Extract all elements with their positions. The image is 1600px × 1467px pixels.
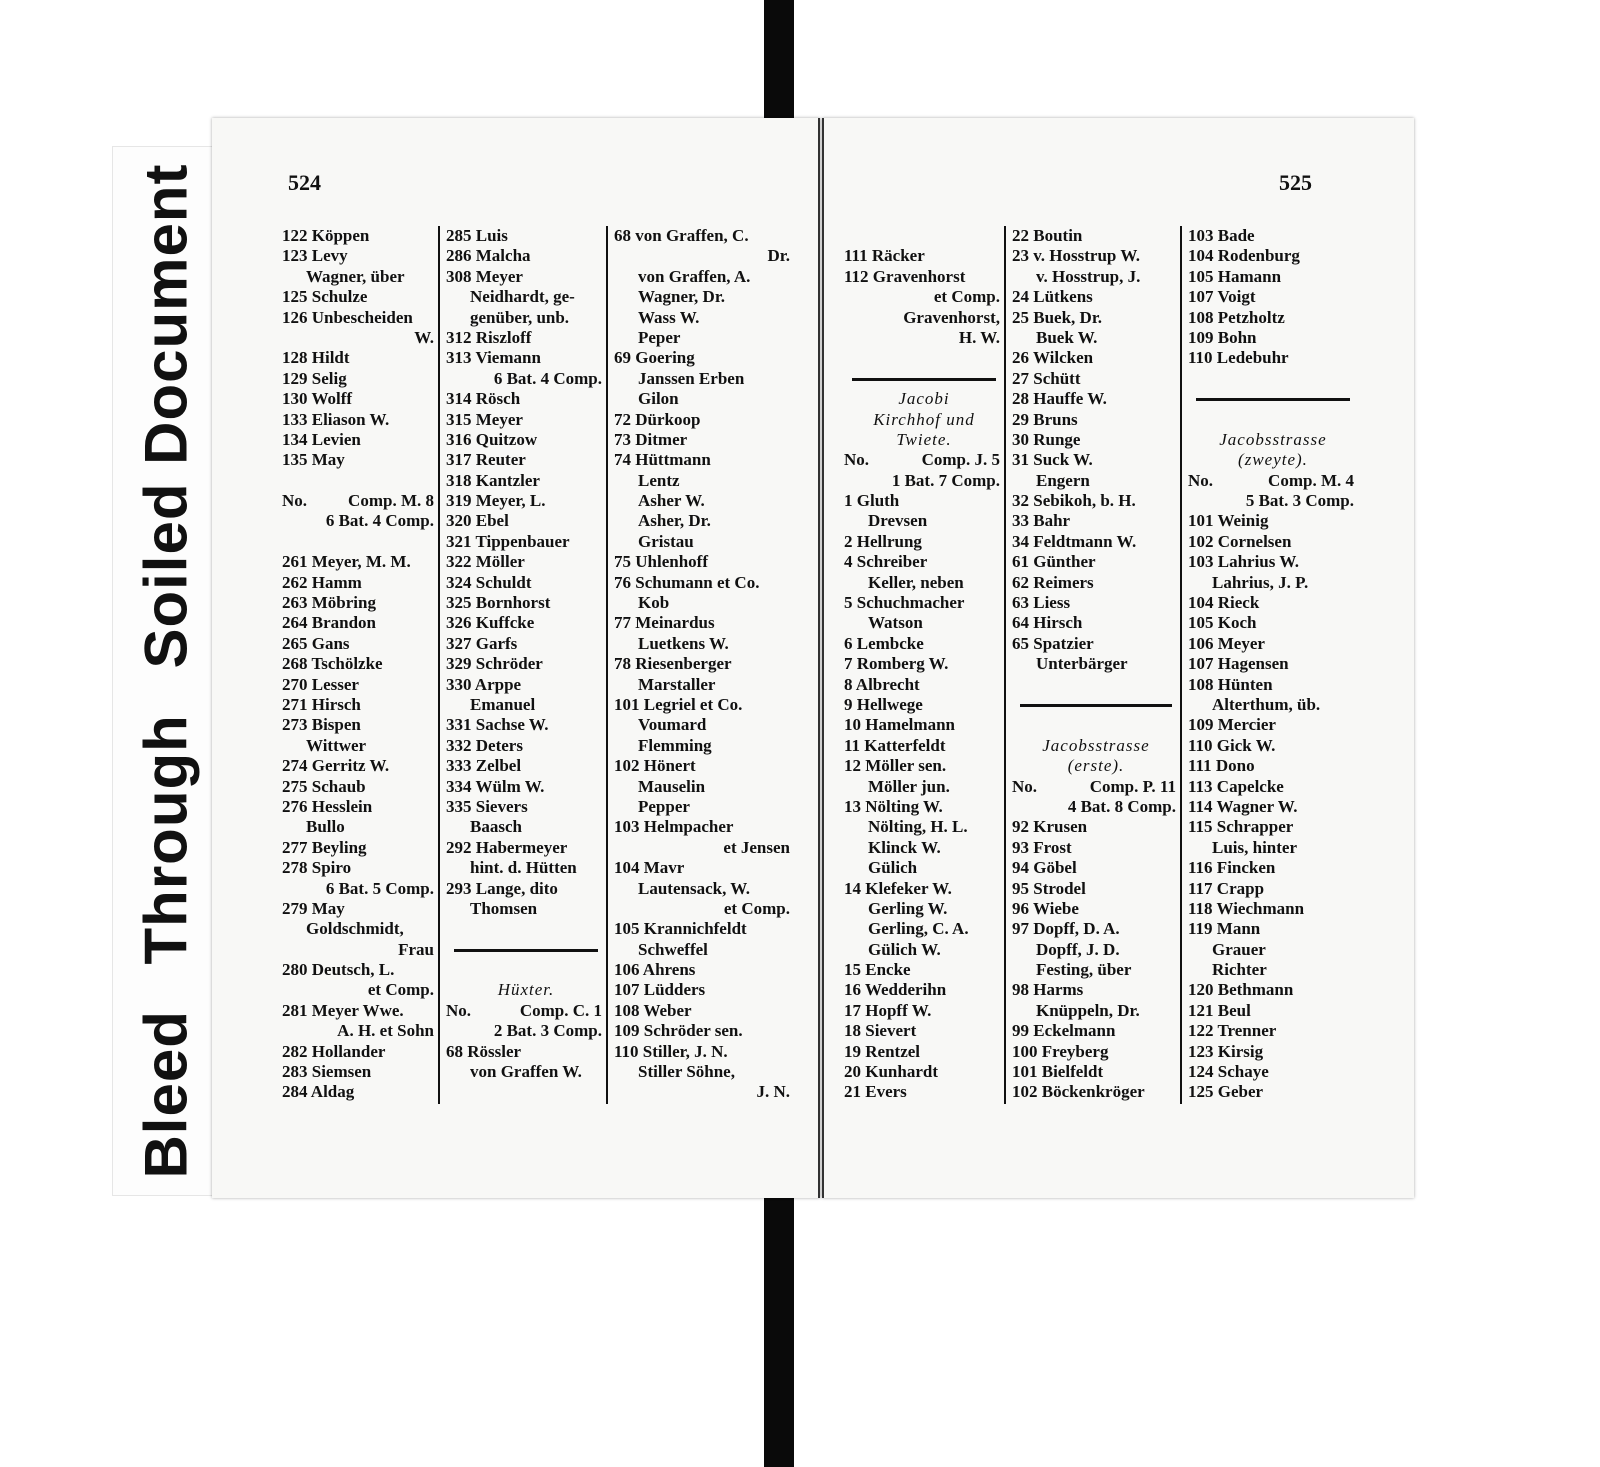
directory-entry: et Comp. bbox=[367, 980, 434, 1000]
directory-entry: 101 Legriel et Co. bbox=[614, 694, 743, 714]
directory-entry: 63 Liess bbox=[1012, 593, 1071, 613]
directory-entry: Gilon bbox=[638, 389, 679, 409]
directory-entry: 331 Sachse W. bbox=[446, 715, 549, 735]
directory-entry: 99 Eckelmann bbox=[1012, 1021, 1116, 1041]
directory-entry: Wagner, über bbox=[306, 266, 405, 286]
directory-entry: W. bbox=[414, 327, 434, 347]
directory-entry: 262 Hamm bbox=[282, 572, 362, 592]
scan-quality-stamp bbox=[112, 146, 220, 1196]
directory-entry: hint. d. Hütten bbox=[470, 858, 577, 878]
stamp-word-bleed: Bleed bbox=[132, 1010, 200, 1179]
left-page bbox=[212, 118, 820, 1198]
directory-entry: 110 Stiller, J. N. bbox=[614, 1041, 728, 1061]
company-header bbox=[844, 450, 1004, 470]
directory-entry: 120 Bethmann bbox=[1188, 980, 1294, 1000]
directory-entry: 76 Schumann et Co. bbox=[614, 572, 760, 592]
directory-entry: 276 Hesslein bbox=[282, 796, 373, 816]
directory-entry: Buek W. bbox=[1036, 327, 1098, 347]
directory-entry: 135 May bbox=[282, 450, 345, 470]
directory-entry: 125 Schulze bbox=[282, 287, 368, 307]
directory-entry: 128 Hildt bbox=[282, 348, 350, 368]
directory-entry: Luis, hinter bbox=[1212, 837, 1298, 857]
directory-entry: 283 Siemsen bbox=[282, 1062, 372, 1082]
directory-entry: Engern bbox=[1036, 470, 1090, 490]
directory-entry: Stiller Söhne, bbox=[638, 1062, 735, 1082]
number-label: No. bbox=[844, 450, 870, 470]
directory-entry: 118 Wiechmann bbox=[1188, 898, 1305, 918]
directory-entry: 18 Sievert bbox=[844, 1021, 917, 1041]
directory-entry: 123 Levy bbox=[282, 246, 348, 266]
directory-entry: 129 Selig bbox=[282, 368, 347, 388]
directory-entry: 108 Weber bbox=[614, 1000, 692, 1020]
spacer bbox=[1188, 369, 1358, 389]
directory-entry: Alterthum, üb. bbox=[1212, 694, 1321, 714]
directory-entry: 102 Hönert bbox=[614, 756, 696, 776]
directory-entry: 7 Romberg W. bbox=[844, 654, 949, 674]
directory-entry: 110 Gick W. bbox=[1188, 735, 1276, 755]
company-header bbox=[1188, 471, 1358, 491]
directory-column bbox=[614, 226, 794, 1104]
binding-strip-bottom bbox=[764, 1192, 794, 1467]
directory-entry: J. N. bbox=[756, 1082, 790, 1102]
directory-entry: 319 Meyer, L. bbox=[446, 491, 546, 511]
directory-entry: 92 Krusen bbox=[1012, 817, 1088, 837]
directory-entry: 286 Malcha bbox=[446, 246, 531, 266]
directory-entry: Gravenhorst, bbox=[903, 307, 1000, 327]
directory-entry: et Comp. bbox=[723, 898, 790, 918]
directory-entry: Lentz bbox=[638, 470, 680, 490]
street-heading: Twiete. bbox=[896, 429, 952, 449]
binding-strip-top bbox=[764, 0, 794, 132]
directory-entry: 322 Möller bbox=[446, 552, 525, 572]
directory-entry: 77 Meinardus bbox=[614, 613, 715, 633]
directory-entry: 109 Mercier bbox=[1188, 715, 1276, 735]
directory-entry: 4 Bat. 8 Comp. bbox=[1067, 796, 1176, 816]
directory-entry: Mauselin bbox=[638, 776, 706, 796]
directory-entry: Watson bbox=[868, 613, 923, 633]
directory-entry: 106 Meyer bbox=[1188, 633, 1265, 653]
directory-entry: Janssen Erben bbox=[638, 368, 745, 388]
directory-entry: 332 Deters bbox=[446, 735, 523, 755]
directory-entry: 324 Schuldt bbox=[446, 572, 532, 592]
directory-entry: v. Hosstrup, J. bbox=[1036, 266, 1141, 286]
directory-entry: 119 Mann bbox=[1188, 919, 1261, 939]
company-label: Comp. J. 5 bbox=[921, 450, 1000, 470]
directory-entry: 280 Deutsch, L. bbox=[282, 960, 395, 980]
directory-entry: 281 Meyer Wwe. bbox=[282, 1000, 404, 1020]
directory-entry: 314 Rösch bbox=[446, 389, 521, 409]
company-header bbox=[446, 1001, 606, 1021]
directory-entry: Lautensack, W. bbox=[638, 878, 750, 898]
directory-entry: 107 Hagensen bbox=[1188, 654, 1289, 674]
number-label: No. bbox=[282, 491, 308, 511]
directory-entry: 122 Trenner bbox=[1188, 1021, 1277, 1041]
directory-entry: 106 Ahrens bbox=[614, 960, 696, 980]
section-divider bbox=[446, 940, 606, 960]
directory-entry: 74 Hüttmann bbox=[614, 450, 711, 470]
directory-entry: 113 Capelcke bbox=[1188, 776, 1284, 796]
directory-entry: 9 Hellwege bbox=[844, 694, 923, 714]
directory-entry: Gerling W. bbox=[868, 898, 948, 918]
directory-column bbox=[446, 226, 608, 1104]
directory-entry: 327 Garfs bbox=[446, 633, 518, 653]
directory-entry: 329 Schröder bbox=[446, 654, 543, 674]
directory-entry: 10 Hamelmann bbox=[844, 715, 955, 735]
directory-entry: Wittwer bbox=[306, 735, 367, 755]
directory-entry: Gristau bbox=[638, 531, 694, 551]
directory-entry: Keller, neben bbox=[868, 572, 964, 592]
street-heading: (erste). bbox=[1067, 756, 1125, 776]
directory-entry: 72 Dürkoop bbox=[614, 409, 701, 429]
directory-entry: 6 Bat. 5 Comp. bbox=[325, 878, 434, 898]
stamp-text bbox=[132, 149, 201, 1192]
stamp-word-through: Through bbox=[132, 714, 200, 965]
directory-entry: 101 Bielfeldt bbox=[1012, 1062, 1104, 1082]
directory-entry: 126 Unbescheiden bbox=[282, 307, 413, 327]
directory-entry: 109 Schröder sen. bbox=[614, 1021, 743, 1041]
directory-entry: 103 Bade bbox=[1188, 226, 1255, 245]
spacer bbox=[844, 226, 1004, 246]
spacer bbox=[282, 532, 438, 552]
directory-entry: Klinck W. bbox=[868, 837, 941, 857]
directory-entry: 12 Möller sen. bbox=[844, 756, 947, 776]
directory-entry: 64 Hirsch bbox=[1012, 613, 1083, 633]
directory-entry: 279 May bbox=[282, 898, 345, 918]
directory-entry: 100 Freyberg bbox=[1012, 1041, 1109, 1061]
directory-entry: 134 Levien bbox=[282, 429, 361, 449]
directory-entry: 102 Böckenkröger bbox=[1012, 1082, 1145, 1102]
directory-entry: 293 Lange, dito bbox=[446, 878, 558, 898]
directory-entry: 317 Reuter bbox=[446, 450, 526, 470]
directory-entry: 15 Encke bbox=[844, 960, 911, 980]
directory-entry: Möller jun. bbox=[868, 776, 950, 796]
company-header bbox=[1012, 777, 1180, 797]
directory-entry: Goldschmidt, bbox=[306, 919, 404, 939]
street-heading: Jacobsstrasse bbox=[1219, 429, 1327, 449]
directory-entry: 105 Koch bbox=[1188, 613, 1257, 633]
directory-entry: H. W. bbox=[958, 327, 1000, 347]
directory-entry: 335 Sievers bbox=[446, 796, 528, 816]
directory-entry: 6 Lembcke bbox=[844, 633, 924, 653]
directory-entry: Richter bbox=[1212, 960, 1267, 980]
directory-column bbox=[1012, 226, 1182, 1104]
directory-entry: 17 Hopff W. bbox=[844, 1000, 932, 1020]
spacer bbox=[446, 919, 606, 939]
directory-entry: 292 Habermeyer bbox=[446, 837, 568, 857]
spacer bbox=[1012, 675, 1180, 695]
directory-entry: Pepper bbox=[638, 796, 690, 816]
directory-entry: 325 Bornhorst bbox=[446, 593, 551, 613]
directory-entry: 23 v. Hosstrup W. bbox=[1012, 246, 1141, 266]
directory-entry: 102 Cornelsen bbox=[1188, 531, 1292, 551]
directory-entry: 98 Harms bbox=[1012, 980, 1084, 1000]
street-heading: Kirchhof und bbox=[873, 409, 975, 429]
directory-entry: 93 Frost bbox=[1012, 837, 1072, 857]
directory-entry: Marstaller bbox=[638, 674, 716, 694]
directory-entry: 11 Katterfeldt bbox=[844, 735, 946, 755]
directory-entry: 6 Bat. 4 Comp. bbox=[325, 511, 434, 531]
directory-entry: 124 Schaye bbox=[1188, 1062, 1269, 1082]
directory-entry: Luetkens W. bbox=[638, 633, 729, 653]
spacer bbox=[1012, 715, 1180, 735]
directory-entry: 95 Strodel bbox=[1012, 878, 1086, 898]
page-number: 525 bbox=[1279, 170, 1312, 195]
directory-entry: 112 Gravenhorst bbox=[844, 266, 966, 286]
directory-entry: 315 Meyer bbox=[446, 409, 523, 429]
directory-entry: 116 Fincken bbox=[1188, 858, 1276, 878]
directory-entry: 270 Lesser bbox=[282, 674, 359, 694]
directory-entry: Thomsen bbox=[470, 898, 538, 918]
directory-entry: 101 Weinig bbox=[1188, 511, 1269, 531]
directory-entry: 284 Aldag bbox=[282, 1082, 355, 1102]
directory-entry: 105 Krannichfeldt bbox=[614, 919, 747, 939]
directory-entry: 97 Dopff, D. A. bbox=[1012, 919, 1120, 939]
directory-entry: 111 Räcker bbox=[844, 246, 925, 266]
directory-entry: Neidhardt, ge- bbox=[470, 287, 575, 307]
directory-entry: 2 Bat. 3 Comp. bbox=[493, 1021, 602, 1041]
directory-entry: 28 Hauffe W. bbox=[1012, 389, 1107, 409]
directory-entry: 73 Ditmer bbox=[614, 429, 688, 449]
directory-entry: 1 Bat. 7 Comp. bbox=[891, 470, 1000, 490]
directory-entry: von Graffen W. bbox=[470, 1062, 582, 1082]
section-divider bbox=[844, 369, 1004, 389]
page-number: 524 bbox=[288, 170, 321, 195]
directory-entry: 122 Köppen bbox=[282, 226, 370, 245]
directory-entry: 121 Beul bbox=[1188, 1000, 1251, 1020]
directory-entry: 312 Riszloff bbox=[446, 327, 532, 347]
directory-entry: 316 Quitzow bbox=[446, 429, 538, 449]
directory-entry: Emanuel bbox=[470, 694, 536, 714]
directory-entry: 104 Rieck bbox=[1188, 593, 1260, 613]
directory-entry: 263 Möbring bbox=[282, 593, 376, 613]
spacer bbox=[446, 960, 606, 980]
directory-entry: Dr. bbox=[767, 246, 790, 266]
directory-entry: Asher, Dr. bbox=[638, 511, 711, 531]
directory-entry: 285 Luis bbox=[446, 226, 508, 245]
directory-entry: Nölting, H. L. bbox=[868, 817, 968, 837]
directory-entry: 69 Goering bbox=[614, 348, 695, 368]
directory-entry: 274 Gerritz W. bbox=[282, 756, 390, 776]
directory-entry: 5 Bat. 3 Comp. bbox=[1245, 491, 1354, 511]
directory-entry: 96 Wiebe bbox=[1012, 898, 1079, 918]
directory-entry: Flemming bbox=[638, 735, 712, 755]
directory-entry: Schweffel bbox=[638, 939, 708, 959]
directory-entry: Kob bbox=[638, 593, 670, 613]
directory-entry: 117 Crapp bbox=[1188, 878, 1265, 898]
stamp-word-soiled-document: Soiled Document bbox=[132, 163, 200, 669]
spacer bbox=[1188, 410, 1358, 430]
directory-entry: 265 Gans bbox=[282, 633, 350, 653]
directory-entry: 278 Spiro bbox=[282, 858, 352, 878]
directory-entry: 32 Sebikoh, b. H. bbox=[1012, 491, 1136, 511]
directory-entry: 33 Bahr bbox=[1012, 511, 1071, 531]
directory-entry: 273 Bispen bbox=[282, 715, 361, 735]
right-page bbox=[822, 118, 1414, 1198]
number-label: No. bbox=[446, 1000, 472, 1020]
directory-entry: 308 Meyer bbox=[446, 266, 523, 286]
directory-entry: Peper bbox=[638, 327, 681, 347]
directory-entry: von Graffen, A. bbox=[638, 266, 751, 286]
directory-entry: Unterbärger bbox=[1036, 654, 1128, 674]
directory-entry: 318 Kantzler bbox=[446, 470, 540, 490]
directory-entry: 68 Rössler bbox=[446, 1041, 522, 1061]
directory-entry: 125 Geber bbox=[1188, 1082, 1264, 1102]
directory-entry: Gerling, C. A. bbox=[868, 919, 969, 939]
number-label: No. bbox=[1012, 776, 1038, 796]
number-label: No. bbox=[1188, 470, 1214, 490]
directory-entry: 31 Suck W. bbox=[1012, 450, 1093, 470]
directory-entry: 114 Wagner W. bbox=[1188, 796, 1298, 816]
spacer bbox=[282, 471, 438, 491]
directory-entry: 115 Schrapper bbox=[1188, 817, 1294, 837]
directory-entry: et Jensen bbox=[723, 837, 790, 857]
section-divider bbox=[1012, 695, 1180, 715]
street-heading: (zweyte). bbox=[1238, 450, 1308, 470]
directory-entry: 107 Voigt bbox=[1188, 287, 1256, 307]
directory-entry: 20 Kunhardt bbox=[844, 1062, 938, 1082]
directory-entry: 275 Schaub bbox=[282, 776, 366, 796]
directory-entry: 107 Lüdders bbox=[614, 980, 706, 1000]
directory-entry: 1 Gluth bbox=[844, 491, 900, 511]
directory-entry: 6 Bat. 4 Comp. bbox=[493, 368, 602, 388]
directory-entry: 104 Mavr bbox=[614, 858, 685, 878]
directory-entry: Grauer bbox=[1212, 939, 1266, 959]
directory-entry: 313 Viemann bbox=[446, 348, 541, 368]
directory-entry: 4 Schreiber bbox=[844, 552, 928, 572]
directory-entry: 108 Hünten bbox=[1188, 674, 1273, 694]
directory-entry: 103 Lahrius W. bbox=[1188, 552, 1300, 572]
directory-entry: 19 Rentzel bbox=[844, 1041, 921, 1061]
directory-entry: Dopff, J. D. bbox=[1036, 939, 1120, 959]
company-label: Comp. M. 8 bbox=[348, 491, 434, 511]
directory-entry: 320 Ebel bbox=[446, 511, 509, 531]
directory-entry: 75 Uhlenhoff bbox=[614, 552, 708, 572]
directory-entry: 282 Hollander bbox=[282, 1041, 386, 1061]
directory-entry: 21 Evers bbox=[844, 1082, 907, 1102]
directory-entry: Baasch bbox=[470, 817, 522, 837]
directory-entry: 5 Schuchmacher bbox=[844, 593, 965, 613]
directory-column bbox=[844, 226, 1006, 1104]
directory-entry: Lahrius, J. P. bbox=[1212, 572, 1309, 592]
directory-entry: Bullo bbox=[306, 817, 345, 837]
section-divider bbox=[1188, 389, 1358, 409]
company-label: Comp. C. 1 bbox=[519, 1000, 602, 1020]
spacer bbox=[844, 348, 1004, 368]
directory-entry: 109 Bohn bbox=[1188, 327, 1257, 347]
directory-entry: 104 Rodenburg bbox=[1188, 246, 1300, 266]
directory-entry: Asher W. bbox=[638, 491, 705, 511]
directory-entry: 334 Wülm W. bbox=[446, 776, 545, 796]
company-header bbox=[282, 491, 438, 511]
directory-entry: et Comp. bbox=[933, 287, 1000, 307]
directory-entry: 24 Lütkens bbox=[1012, 287, 1093, 307]
directory-entry: 277 Beyling bbox=[282, 837, 367, 857]
directory-entry: Drevsen bbox=[868, 511, 928, 531]
directory-entry: Wagner, Dr. bbox=[638, 287, 726, 307]
directory-entry: 111 Dono bbox=[1188, 756, 1255, 776]
directory-entry: 108 Petzholtz bbox=[1188, 307, 1285, 327]
directory-entry: 268 Tschölzke bbox=[282, 654, 383, 674]
directory-entry: 25 Buek, Dr. bbox=[1012, 307, 1103, 327]
directory-entry: 321 Tippenbauer bbox=[446, 531, 570, 551]
directory-entry: Gülich W. bbox=[868, 939, 941, 959]
street-heading: Hüxter. bbox=[497, 980, 555, 1000]
directory-entry: Knüppeln, Dr. bbox=[1036, 1000, 1140, 1020]
street-heading: Jacobi bbox=[898, 389, 950, 409]
directory-entry: 27 Schütt bbox=[1012, 368, 1081, 388]
directory-entry: 8 Albrecht bbox=[844, 674, 920, 694]
directory-entry: Wass W. bbox=[638, 307, 700, 327]
directory-entry: 65 Spatzier bbox=[1012, 633, 1094, 653]
directory-entry: 30 Runge bbox=[1012, 429, 1081, 449]
directory-entry: Gülich bbox=[868, 858, 918, 878]
directory-entry: 326 Kuffcke bbox=[446, 613, 535, 633]
directory-entry: 330 Arppe bbox=[446, 674, 522, 694]
directory-column bbox=[282, 226, 440, 1104]
company-label: Comp. M. 4 bbox=[1268, 470, 1354, 490]
directory-column bbox=[1188, 226, 1358, 1104]
directory-entry: 29 Bruns bbox=[1012, 409, 1078, 429]
directory-entry: 22 Boutin bbox=[1012, 226, 1083, 245]
directory-entry: 333 Zelbel bbox=[446, 756, 522, 776]
street-heading: Jacobsstrasse bbox=[1042, 735, 1150, 755]
directory-entry: Frau bbox=[398, 939, 434, 959]
directory-entry: 13 Nölting W. bbox=[844, 796, 943, 816]
directory-entry: 78 Riesenberger bbox=[614, 654, 732, 674]
directory-entry: 130 Wolff bbox=[282, 389, 353, 409]
directory-entry: 34 Feldtmann W. bbox=[1012, 531, 1137, 551]
directory-entry: genüber, unb. bbox=[470, 307, 570, 327]
directory-entry: 61 Günther bbox=[1012, 552, 1096, 572]
directory-entry: A. H. et Sohn bbox=[337, 1021, 434, 1041]
directory-entry: Voumard bbox=[638, 715, 707, 735]
directory-entry: 264 Brandon bbox=[282, 613, 376, 633]
directory-entry: 133 Eliason W. bbox=[282, 409, 390, 429]
directory-entry: 271 Hirsch bbox=[282, 694, 361, 714]
directory-entry: 110 Ledebuhr bbox=[1188, 348, 1289, 368]
directory-entry: 62 Reimers bbox=[1012, 572, 1094, 592]
directory-entry: 2 Hellrung bbox=[844, 531, 922, 551]
directory-entry: 68 von Graffen, C. bbox=[614, 226, 749, 245]
directory-entry: 261 Meyer, M. M. bbox=[282, 552, 411, 572]
directory-entry: 94 Göbel bbox=[1012, 858, 1077, 878]
company-label: Comp. P. 11 bbox=[1089, 776, 1176, 796]
directory-entry: Festing, über bbox=[1036, 960, 1132, 980]
directory-entry: 16 Wedderihn bbox=[844, 980, 947, 1000]
directory-entry: 123 Kirsig bbox=[1188, 1041, 1264, 1061]
directory-entry: 105 Hamann bbox=[1188, 266, 1282, 286]
directory-entry: 14 Klefeker W. bbox=[844, 878, 952, 898]
directory-entry: 103 Helmpacher bbox=[614, 817, 734, 837]
directory-entry: 26 Wilcken bbox=[1012, 348, 1094, 368]
